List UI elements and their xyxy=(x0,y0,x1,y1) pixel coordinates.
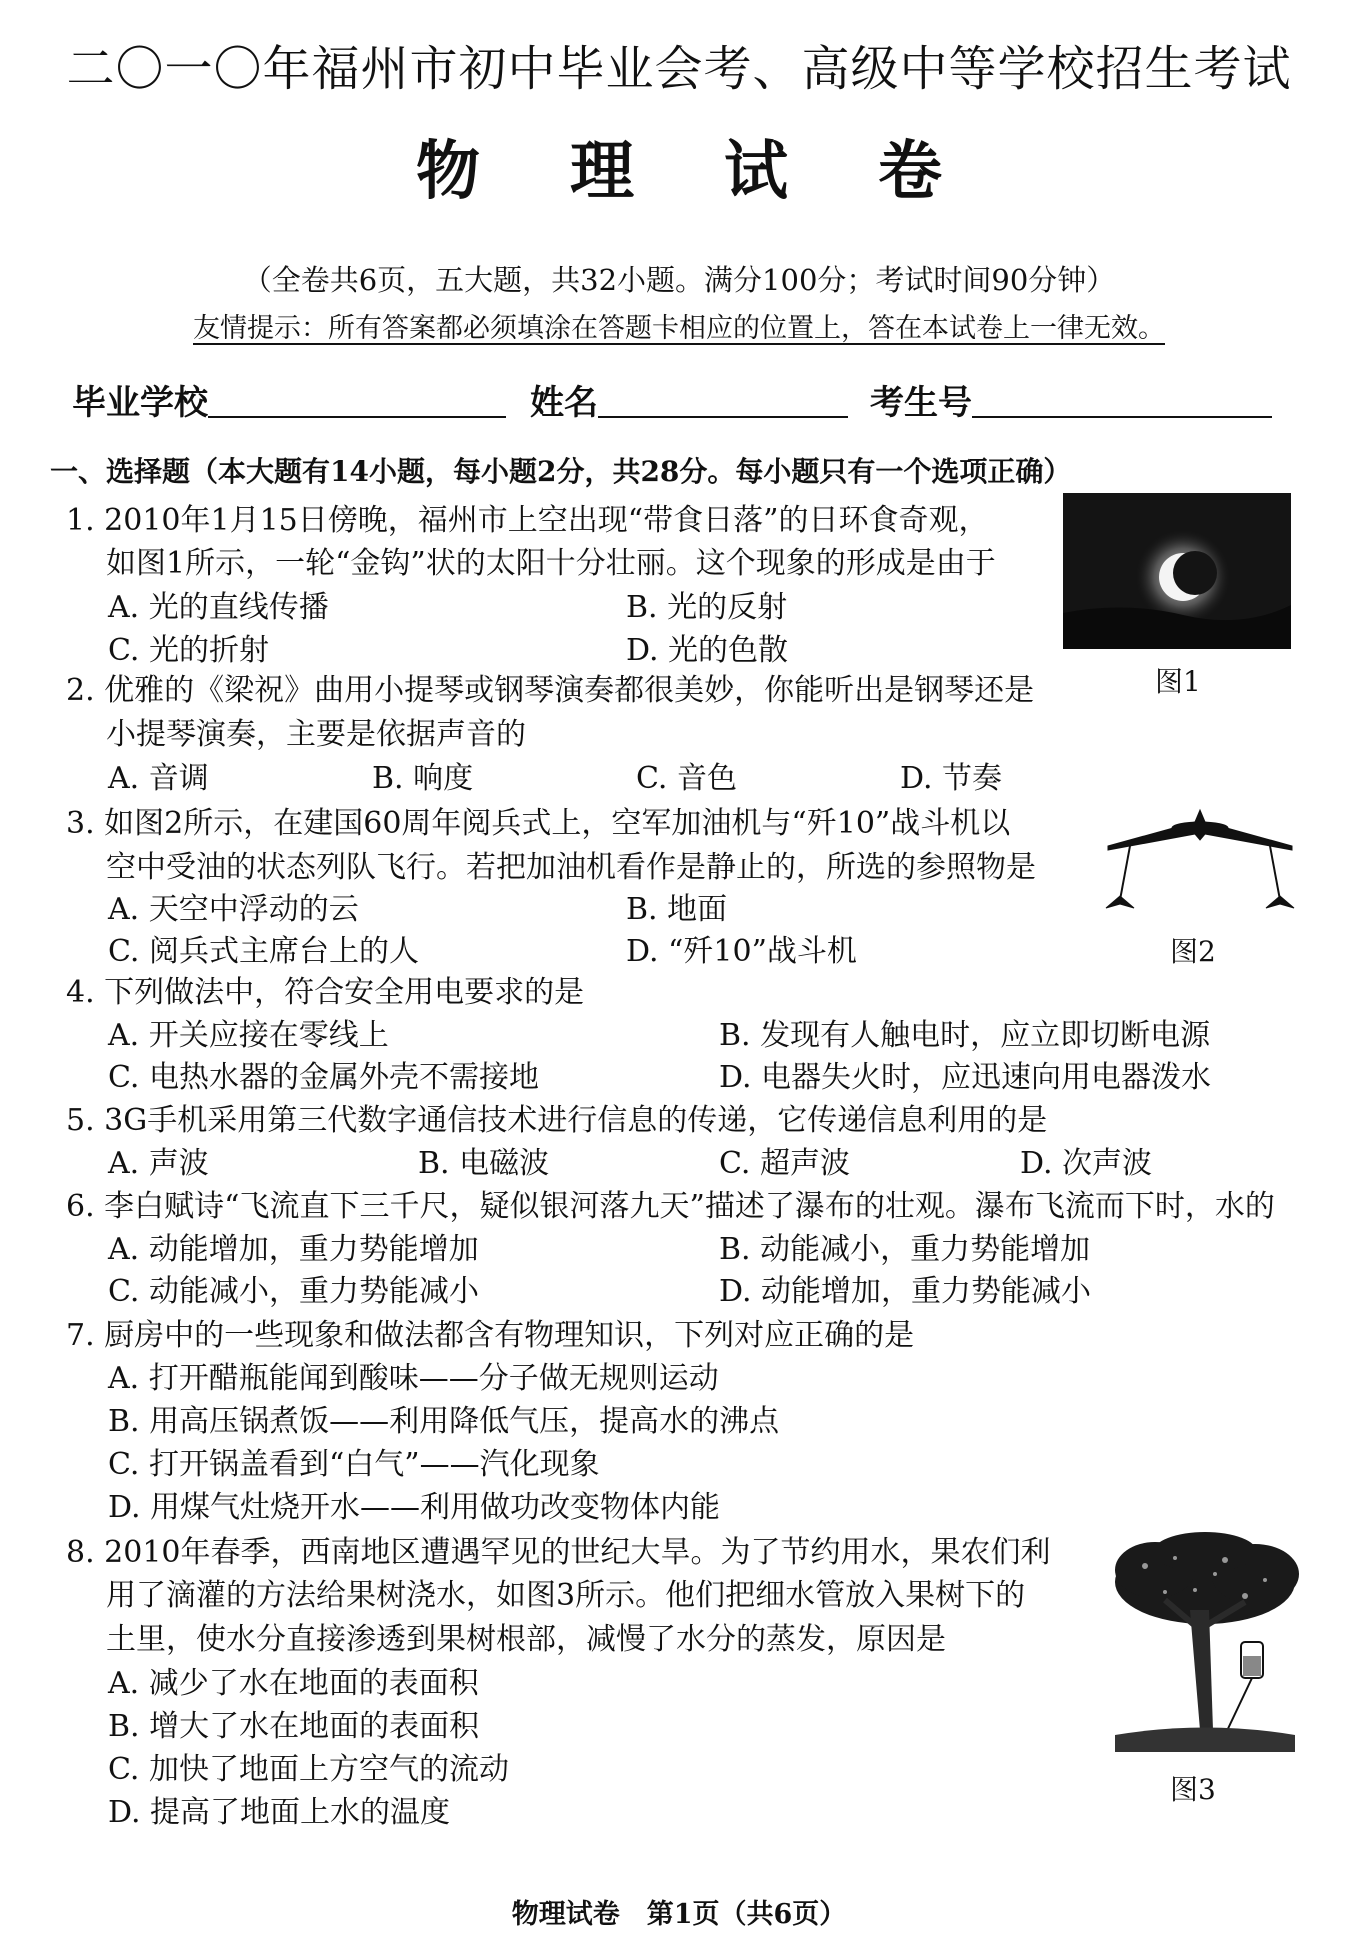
q3-option-b[interactable]: B. 地面 xyxy=(626,892,728,927)
page-footer: 物理试卷 第1页（共6页） xyxy=(511,1899,847,1930)
q4-option-c[interactable]: C. 电热水器的金属外壳不需接地 xyxy=(108,1060,539,1095)
q1-option-a[interactable]: A. 光的直线传播 xyxy=(108,590,329,625)
q1-option-d[interactable]: D. 光的色散 xyxy=(626,633,789,668)
refueling-aircraft-icon xyxy=(1100,788,1300,918)
school-label: 毕业学校 xyxy=(72,383,208,423)
fig2-caption: 图2 xyxy=(1170,935,1216,968)
exam-info: （全卷共6页，五大题，共32小题。满分100分；考试时间90分钟） xyxy=(242,263,1116,297)
q1-option-c[interactable]: C. 光的折射 xyxy=(108,633,269,668)
name-field[interactable] xyxy=(530,375,848,424)
friendly-tip: 友情提示：所有答案都必须填涂在答题卡相应的位置上，答在本试卷上一律无效。 xyxy=(193,313,1165,344)
q4-line1: 4. 下列做法中，符合安全用电要求的是 xyxy=(66,975,585,1010)
q2-option-a[interactable]: A. 音调 xyxy=(108,761,209,796)
q8-line1: 8. 2010年春季，西南地区遭遇罕见的世纪大旱。为了节约用水，果农们利 xyxy=(66,1535,1051,1570)
section-heading: 一、选择题（本大题有14小题，每小题2分，共28分。每小题只有一个选项正确） xyxy=(50,455,1072,488)
q3-option-d[interactable]: D. “歼10”战斗机 xyxy=(626,934,857,969)
q2-option-c[interactable]: C. 音色 xyxy=(636,761,737,796)
q5-line1: 5. 3G手机采用第三代数字通信技术进行信息的传递，它传递信息利用的是 xyxy=(66,1103,1048,1138)
q7-option-c[interactable]: C. 打开锅盖看到“白气”——汽化现象 xyxy=(108,1447,600,1482)
q8-line3: 土里，使水分直接渗透到果树根部，减慢了水分的蒸发，原因是 xyxy=(106,1622,946,1657)
name-label: 姓名 xyxy=(530,383,598,423)
q3-line2: 空中受油的状态列队飞行。若把加油机看作是静止的，所选的参照物是 xyxy=(106,850,1036,885)
q2-option-b[interactable]: B. 响度 xyxy=(372,761,474,796)
q8-option-b[interactable]: B. 增大了水在地面的表面积 xyxy=(108,1709,480,1744)
q5-option-d[interactable]: D. 次声波 xyxy=(1020,1146,1153,1181)
q7-line1: 7. 厨房中的一些现象和做法都含有物理知识，下列对应正确的是 xyxy=(66,1318,915,1353)
subject-title: 物理试卷 xyxy=(416,134,1032,209)
q8-option-a[interactable]: A. 减少了水在地面的表面积 xyxy=(108,1666,479,1701)
q5-option-a[interactable]: A. 声波 xyxy=(108,1146,209,1181)
q2-line2: 小提琴演奏，主要是依据声音的 xyxy=(106,717,526,752)
q7-option-b[interactable]: B. 用高压锅煮饭——利用降低气压，提高水的沸点 xyxy=(108,1404,780,1439)
q4-option-b[interactable]: B. 发现有人触电时，应立即切断电源 xyxy=(719,1018,1211,1053)
q2-option-d[interactable]: D. 节奏 xyxy=(900,761,1003,796)
q3-option-a[interactable]: A. 天空中浮动的云 xyxy=(108,892,359,927)
q4-option-a[interactable]: A. 开关应接在零线上 xyxy=(108,1018,389,1053)
exam-no-field[interactable] xyxy=(870,375,1272,424)
q1-line1: 1. 2010年1月15日傍晚，福州市上空出现“带食日落”的日环食奇观， xyxy=(66,503,989,538)
exam-no-blank[interactable] xyxy=(972,416,1272,418)
q8-option-c[interactable]: C. 加快了地面上方空气的流动 xyxy=(108,1752,509,1787)
q3-option-c[interactable]: C. 阅兵式主席台上的人 xyxy=(108,934,419,969)
q7-option-d[interactable]: D. 用煤气灶烧开水——利用做功改变物体内能 xyxy=(108,1490,721,1525)
q6-line1: 6. 李白赋诗“飞流直下三千尺，疑似银河落九天”描述了瀑布的壮观。瀑布飞流而下时，水的 xyxy=(66,1189,1275,1224)
exam-title: 二〇一〇年福州市初中毕业会考、高级中等学校招生考试 xyxy=(66,41,1292,97)
q6-option-a[interactable]: A. 动能增加，重力势能增加 xyxy=(108,1232,479,1267)
q6-option-b[interactable]: B. 动能减小，重力势能增加 xyxy=(719,1232,1091,1267)
q3-line1: 3. 如图2所示，在建国60周年阅兵式上，空军加油机与“歼10”战斗机以 xyxy=(66,806,1011,841)
q1-line2: 如图1所示，一轮“金钩”状的太阳十分壮丽。这个现象的形成是由于 xyxy=(106,546,996,581)
q5-option-b[interactable]: B. 电磁波 xyxy=(418,1146,550,1181)
q6-option-d[interactable]: D. 动能增加，重力势能减小 xyxy=(719,1274,1092,1309)
drip-irrigation-tree-icon xyxy=(1105,1530,1305,1760)
exam-no-label: 考生号 xyxy=(870,383,972,423)
fig1-caption: 图1 xyxy=(1155,665,1201,698)
q7-option-a[interactable]: A. 打开醋瓶能闻到酸味——分子做无规则运动 xyxy=(108,1361,719,1396)
fig3-caption: 图3 xyxy=(1170,1773,1216,1806)
q8-option-d[interactable]: D. 提高了地面上水的温度 xyxy=(108,1795,451,1830)
name-blank[interactable] xyxy=(598,416,848,418)
q8-line2: 用了滴灌的方法给果树浇水，如图3所示。他们把细水管放入果树下的 xyxy=(106,1578,1026,1613)
q6-option-c[interactable]: C. 动能减小，重力势能减小 xyxy=(108,1274,479,1309)
q2-line1: 2. 优雅的《梁祝》曲用小提琴或钢琴演奏都很美妙，你能听出是钢琴还是 xyxy=(66,673,1035,708)
school-blank[interactable] xyxy=(208,416,506,418)
q1-option-b[interactable]: B. 光的反射 xyxy=(626,590,788,625)
q4-option-d[interactable]: D. 电器失火时，应迅速向用电器泼水 xyxy=(719,1060,1212,1095)
q5-option-c[interactable]: C. 超声波 xyxy=(719,1146,850,1181)
eclipse-photo-icon xyxy=(1063,493,1291,649)
school-field[interactable] xyxy=(72,375,506,424)
